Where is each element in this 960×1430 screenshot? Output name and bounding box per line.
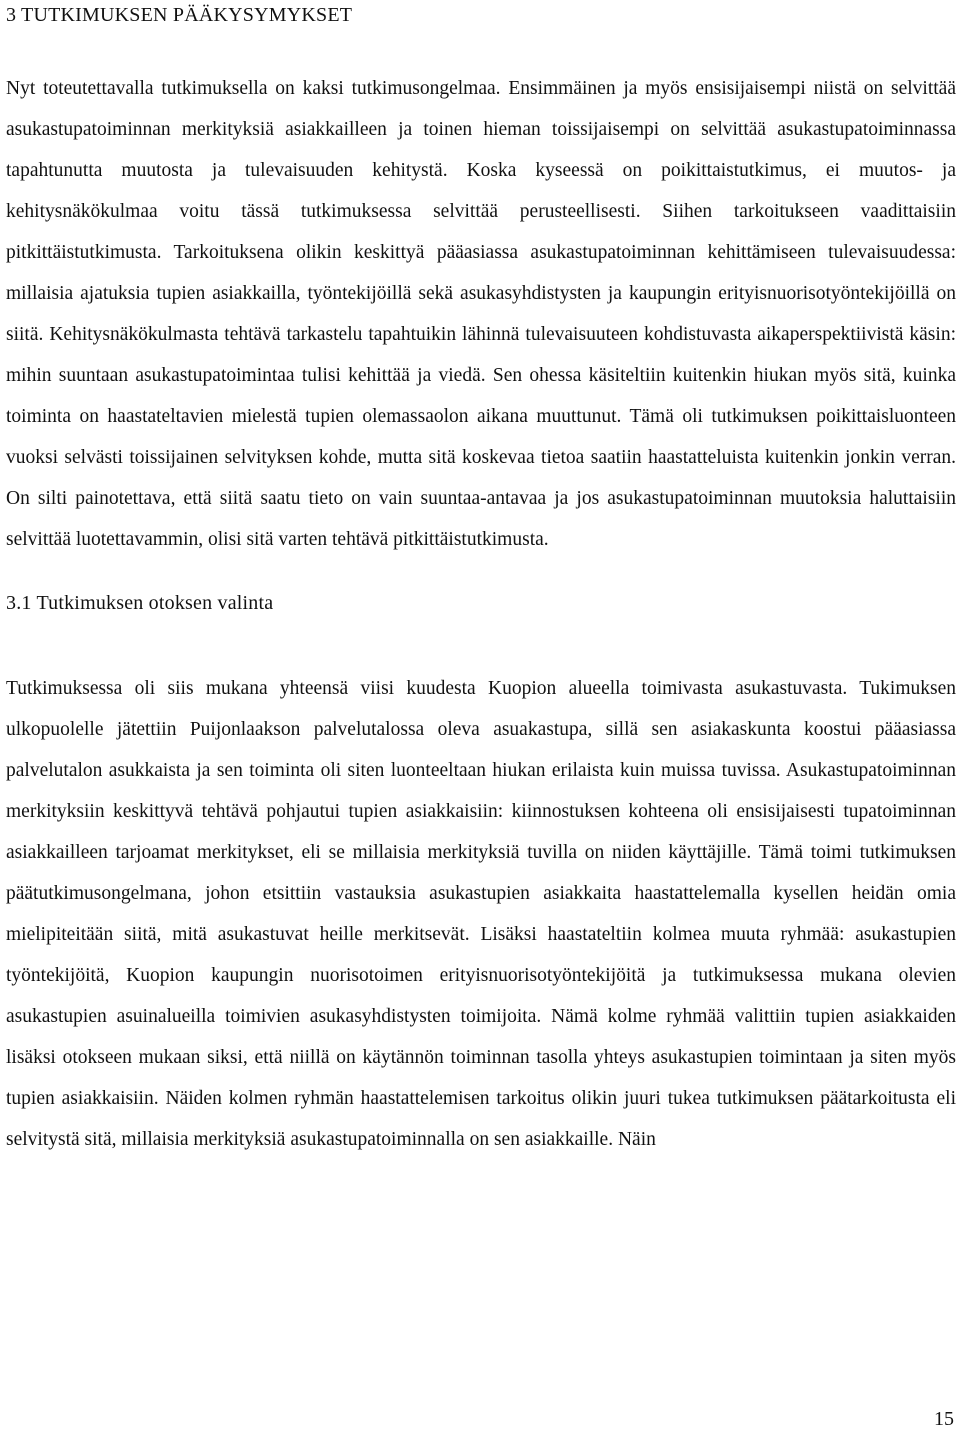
subsection-heading-wrap [6, 590, 956, 616]
subsection-heading: 3.1 Tutkimuksen otoksen valinta [6, 592, 274, 614]
section-heading: 3 TUTKIMUKSEN PÄÄKYSYMYKSET [6, 4, 353, 26]
page-number: 15 [934, 1408, 954, 1430]
paragraph-research-problems: Nyt toteutettavalla tutkimuksella on kaksi tutkimusongelmaa. Ensimmäinen ja myös ensisijaisempi niistä on selvittää asukastupatoiminnan merkityksiä asiakkailleen ja toinen hieman toissijaisempi on selvittää asukastupatoiminnassa tapahtunutta muutosta ja tulevaisuuden kehitystä. Koska kyseessä on poikittaistutkimus, ei muutos- ja kehitysnäkökulmaa voitu tässä tutkimuksessa selvittää perusteellisesti. Siihen tarkoitukseen vaadittaisiin pitkittäistutkimusta. Tarkoituksena olikin keskittyä pääasiassa asukastupatoiminnan kehittämiseen tulevaisuudessa: millaisia ajatuksia tupien asiakkailla, työntekijöillä sekä asukasyhdistysten ja kaupungin erityisnuorisotyöntekijöillä on siitä. Kehitysnäkökulmasta tehtävä tarkastelu tapahtuikin lähinnä tulevaisuuteen kohdistuvasta aikaperspektiivistä käsin: mihin suuntaan asukastupatoimintaa tulisi kehittää ja viedä. Sen ohessa käsiteltiin kuitenkin hiukan myös sitä, kuinka toiminta on haastateltavien mielestä tupien olemassaolon aikana muuttunut. Tämä oli tutkimuksen poikittaisluonteen vuoksi selvästi toissijainen selvityksen kohde, mutta sitä koskevaa tietoa saatiin haastatteluista kuitenkin jonkin verran. On silti painotettava, että siitä saatu tieto on vain suuntaa-antavaa ja jos asukastupatoiminnan muutoksia haluttaisiin selvittää luotettavammin, olisi sitä varten tehtävä pitkittäistutkimusta. [6, 78, 956, 550]
paragraph-sample-selection: Tutkimuksessa oli siis mukana yhteensä viisi kuudesta Kuopion alueella toimivasta asukastuvasta. Tukimuksen ulkopuolelle jätettiin Puijonlaakson palvelutalossa oleva asuakastupa, sillä sen asiakaskunta koostui pääasiassa palvelutalon asukkaista ja sen toiminta oli siten luonteeltaan hiukan erilaista kuin muissa tuvissa. Asukastupatoiminnan merkityksiin keskittyvä tehtävä pohjautui tupien asiakkaisiin: kiinnostuksen kohteena oli ensisijaisesti tupatoiminnan asiakkailleen tarjoamat merkitykset, eli se millaisia merkityksiä tuvilla on niiden käyttäjille. Tämä toimi tutkimuksen päätutkimusongelmana, johon etsittiin vastauksia asukastupien asiakkaita haastattelemalla kysellen heidän omia mielipiteitään siitä, mitä asukastuvat heille merkitsevät. Lisäksi haastateltiin kolmea muuta ryhmää: asukastupien työntekijöitä, Kuopion kaupungin nuorisotoimen erityisnuorisotyöntekijöitä ja tutkimuksessa mukana olevien asukastupien asuinalueilla toimivien asukasyhdistysten toimijoita. Nämä kolme ryhmää valittiin tupien asiakkaiden lisäksi otokseen mukaan siksi, että niillä on käytännön toiminnan tasolla yhteys asukastupien toimintaan ja siten myös tupien asiakkaisiin. Näiden kolmen ryhmän haastattelemisen tarkoitus olikin juuri tukea tutkimuksen päätarkoitusta eli selvitystä sitä, millaisia merkityksiä asukastupatoiminnalla on sen asiakkaille. Näin [6, 678, 956, 1150]
document-page [6, 0, 956, 1160]
